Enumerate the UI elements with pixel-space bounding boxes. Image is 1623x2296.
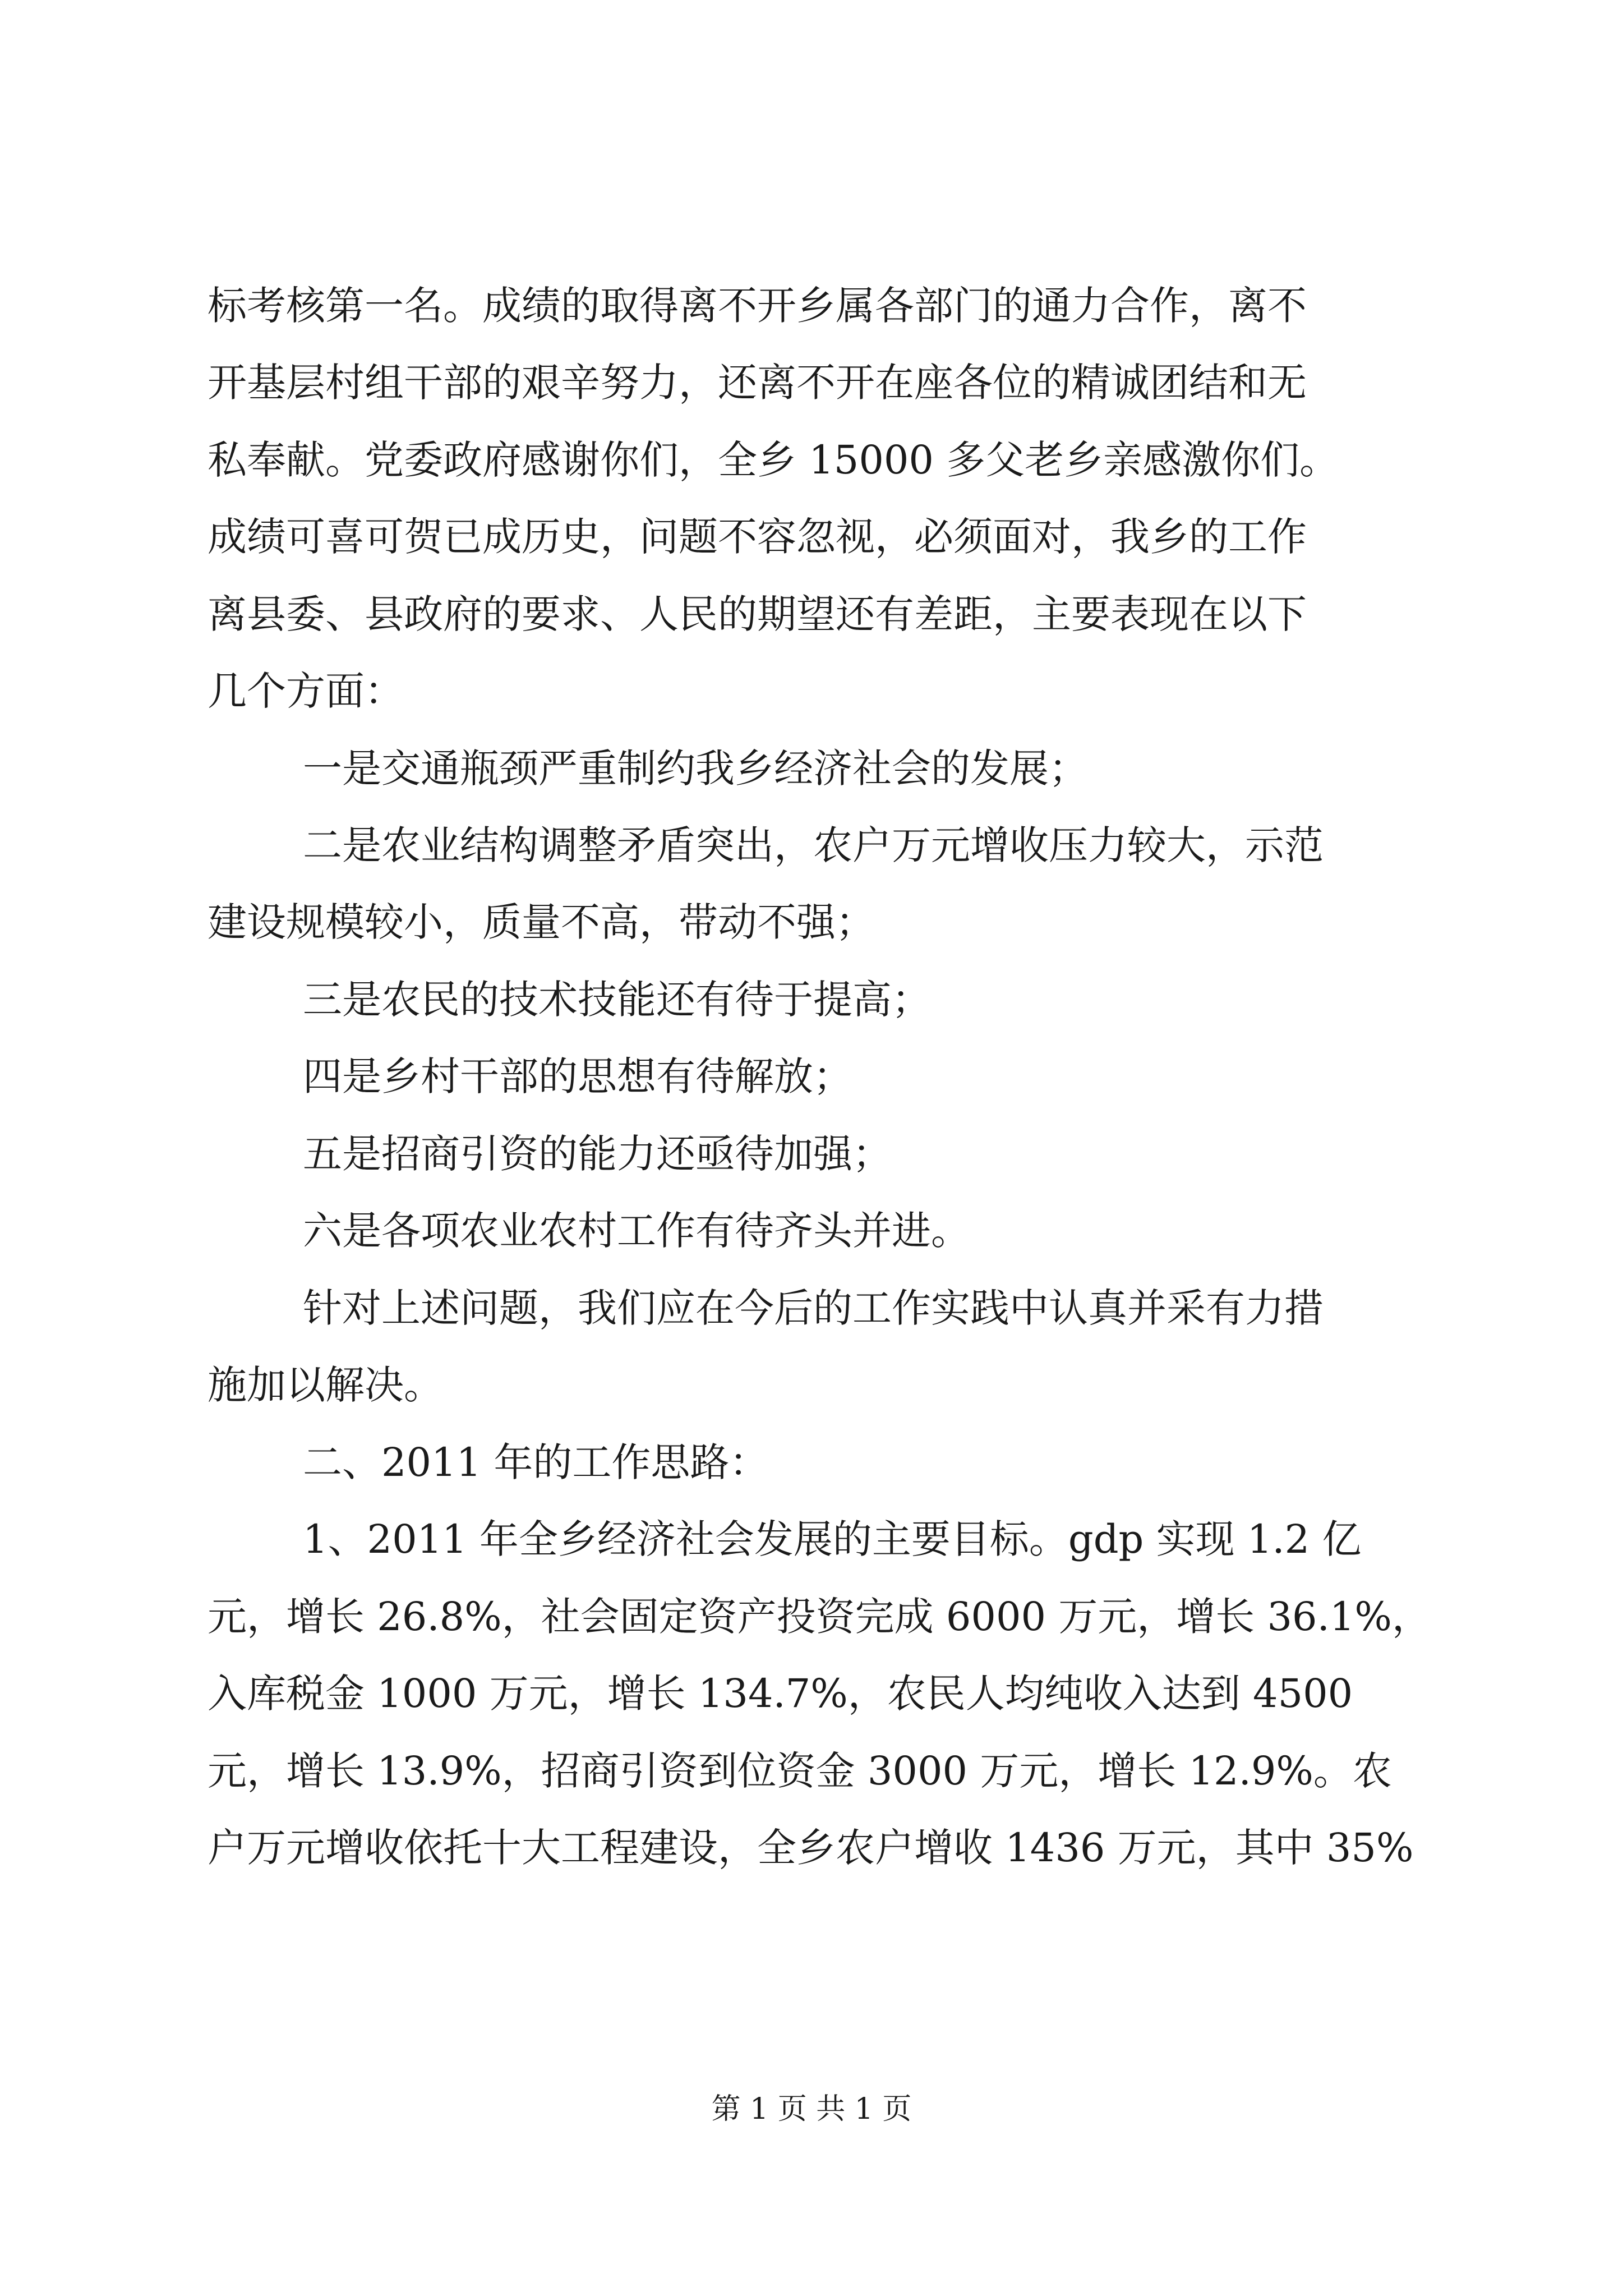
text-line: 开基层村组干部的艰辛努力，还离不开在座各位的精诚团结和无 bbox=[208, 360, 1307, 406]
text-line: 成绩可喜可贺已成历史，问题不容忽视，必须面对，我乡的工作 bbox=[208, 514, 1307, 560]
text-line: 二是农业结构调整矛盾突出，农户万元增收压力较大，示范 bbox=[303, 822, 1324, 868]
text-line: 户万元增收依托十大工程建设，全乡农户增收 1436 万元，其中 35% bbox=[208, 1825, 1414, 1871]
text-line: 五是招商引资的能力还亟待加强； bbox=[303, 1131, 892, 1177]
text-line: 三是农民的技术技能还有待于提高； bbox=[303, 977, 931, 1023]
text-line: 入库税金 1000 万元，增长 134.7%，农民人均纯收入达到 4500 bbox=[208, 1671, 1353, 1717]
text-line: 针对上述问题，我们应在今后的工作实践中认真并采有力措 bbox=[303, 1285, 1324, 1331]
text-line: 标考核第一名。成绩的取得离不开乡属各部门的通力合作，离不 bbox=[208, 283, 1307, 329]
text-line: 四是乡村干部的思想有待解放； bbox=[303, 1053, 852, 1099]
text-line: 一是交通瓶颈严重制约我乡经济社会的发展； bbox=[303, 746, 1088, 792]
text-line: 六是各项农业农村工作有待齐头并进。 bbox=[303, 1208, 970, 1254]
text-line: 几个方面： bbox=[208, 668, 404, 714]
text-line: 元，增长 13.9%，招商引资到位资金 3000 万元，增长 12.9%。农 bbox=[208, 1748, 1392, 1794]
text-line: 建设规模较小，质量不高，带动不强； bbox=[208, 899, 875, 945]
text-line: 私奉献。党委政府感谢你们，全乡 15000 多父老乡亲感激你们。 bbox=[208, 437, 1339, 483]
text-line: 二、2011 年的工作思路： bbox=[303, 1439, 769, 1485]
text-line: 元，增长 26.8%，社会固定资产投资完成 6000 万元，增长 36.1%， bbox=[208, 1594, 1431, 1640]
text-line: 离县委、县政府的要求、人民的期望还有差距，主要表现在以下 bbox=[208, 591, 1307, 637]
page-footer: 第 1 页 共 1 页 bbox=[711, 2092, 912, 2126]
text-line: 1、2011 年全乡经济社会发展的主要目标。gdp 实现 1.2 亿 bbox=[303, 1516, 1362, 1562]
text-line: 施加以解决。 bbox=[208, 1362, 443, 1408]
